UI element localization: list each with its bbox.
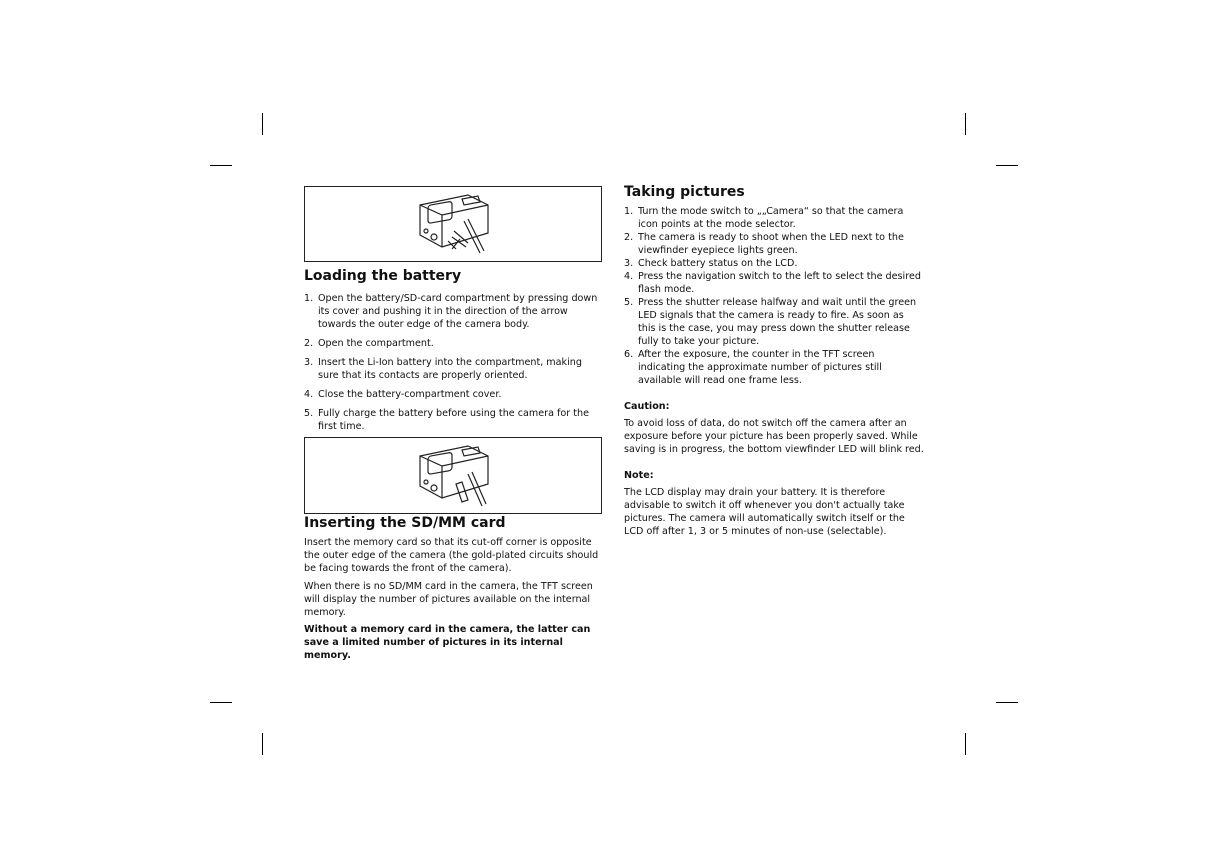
sd-card-illustration-frame: [304, 437, 602, 514]
battery-illustration-frame: [304, 186, 602, 262]
right-column: [624, 183, 924, 538]
list-item: 5. Fully charge the battery before using the camera for the first time.: [304, 408, 589, 432]
loading-battery-heading: Loading the battery: [304, 268, 462, 284]
crop-mark: [210, 165, 232, 166]
caution-text: To avoid loss of data, do not switch off the camera after an exposure before your picture has been properly saved. While saving is in progress, the bottom viewfinder LED will blink red.: [624, 418, 924, 455]
taking-steps-list: [624, 205, 924, 387]
camera-battery-illustration: [408, 191, 498, 257]
loading-steps-list: [304, 292, 604, 433]
inserting-paragraph-2: When there is no SD/MM card in the camera, the TFT screen will display the number of pictures available on the internal memory.: [304, 581, 593, 618]
list-item: 5. Press the shutter release halfway and wait until the green LED signals that the camera is ready to fire. As soon as this is the case, you may press down the shutter release fully to take your picture.: [624, 297, 917, 347]
note-title: Note:: [624, 470, 654, 481]
left-column: [304, 186, 604, 662]
crop-mark: [210, 702, 232, 703]
camera-sd-card-illustration: [408, 442, 498, 510]
note-text: The LCD display may drain your battery. It is therefore advisable to switch it off whenever you don't actually take pictures. The camera will automatically switch itself or the LCD off after 1, 3 or 5 minutes of non-use (selectable).: [624, 487, 905, 537]
crop-mark: [996, 165, 1018, 166]
list-item: 2. Open the compartment.: [304, 338, 434, 349]
list-item: 2. The camera is ready to shoot when the LED next to the viewfinder eyepiece lights green.: [624, 232, 904, 256]
crop-mark: [965, 113, 966, 135]
caution-title: Caution:: [624, 401, 670, 412]
taking-pictures-heading: Taking pictures: [624, 184, 745, 200]
inserting-paragraph-3: Without a memory card in the camera, the latter can save a limited number of pictures in its internal memory.: [304, 624, 591, 661]
crop-mark: [262, 113, 263, 135]
list-item: 3. Check battery status on the LCD.: [624, 258, 798, 269]
crop-mark: [965, 733, 966, 755]
list-item: 4. Close the battery-compartment cover.: [304, 389, 502, 400]
crop-mark: [996, 702, 1018, 703]
list-item: 3. Insert the Li-Ion battery into the compartment, making sure that its contacts are properly oriented.: [304, 357, 582, 381]
inserting-card-heading: Inserting the SD/MM card: [304, 515, 506, 531]
list-item: 1. Open the battery/SD-card compartment by pressing down its cover and pushing it in the direction of the arrow towards the outer edge of the camera body.: [304, 293, 598, 330]
list-item: 4. Press the navigation switch to the left to select the desired flash mode.: [624, 271, 921, 295]
list-item: 6. After the exposure, the counter in the TFT screen indicating the approximate number of pictures still available will read one frame less.: [624, 349, 882, 386]
inserting-paragraph-1: Insert the memory card so that its cut-off corner is opposite the outer edge of the camera (the gold-plated circuits should be facing towards the front of the camera).: [304, 537, 599, 574]
list-item: 1. Turn the mode switch to „„Camera“ so that the camera icon points at the mode selector.: [624, 206, 904, 230]
crop-mark: [262, 733, 263, 755]
